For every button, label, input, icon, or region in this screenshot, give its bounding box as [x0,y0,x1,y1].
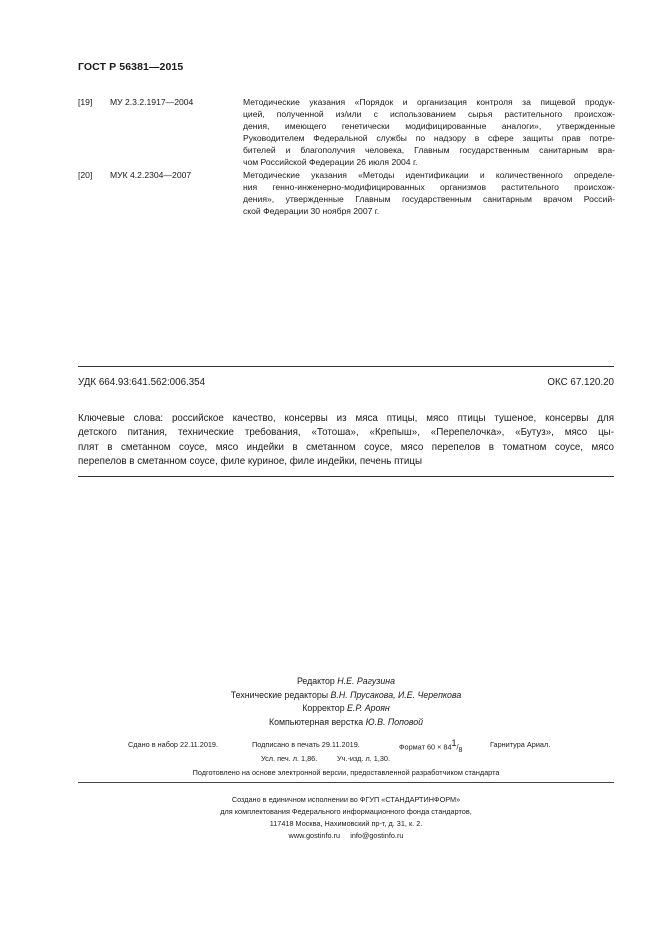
reference-number: [19] [78,97,93,107]
editor-label: Редактор [296,676,335,686]
layout-label: Компьютерная верстка [268,716,364,727]
email-link[interactable]: info@gostinfo.ru [350,831,404,840]
keywords-line: перепелов в сметанном соусе, филе куриное, филе индейки, печень птицы [78,455,422,467]
keywords-line: Ключевые слова: российское качество, консервы из мяса птицы, мясо птицы тушеное, консервы для [78,413,614,424]
reference-description [243,96,615,169]
reference-code: МУК 4.2.2304—2007 [110,170,192,180]
reference-line: дения, имеющего генетически модифицированные аналоги», утвержденные [243,121,615,132]
reference-line: Методические указания «Порядок и организация контроля за пищевой продук- [243,97,615,107]
layout-name: Ю.В. Поповой [365,716,424,727]
tech-editors-label: Технические редакторы [230,689,329,700]
reference-line: дения», утвержденные Главным государственным санитарным врачом Россий- [243,194,615,205]
credits-block [78,675,614,729]
reference-line: бителей и благополучия человека, Главным государственным санитарным вра- [243,145,615,156]
publish-sheets: Уч.-изд. л. 1,30. [337,754,391,763]
publisher-address: 117418 Москва, Нахимовский пр-т, д. 31, к. 2. [269,819,423,828]
keywords-block [78,412,614,469]
divider-line [78,476,614,477]
reference-code: МУ 2.3.2.1917—2004 [110,97,194,107]
reference-number: [20] [78,170,93,180]
layout-line [78,716,614,730]
tech-editors-names: В.Н. Прусакова, И.Е. Черепкова [330,689,462,700]
reference-description [243,169,615,217]
reference-line: цией, полученной из/или с использованием сырья растительного происхож- [243,109,615,120]
reference-line: Руководителем Федеральной службы по надзору в сфере защиты прав потре- [243,133,615,144]
format-value: Формат $60 \times 84^1/_8$ [399,738,463,754]
publisher-contacts [78,831,614,840]
print-sheets: Усл. печ. л. 1,86. [261,754,318,763]
signed-date: Подписано в печать 29.11.2019. [252,740,360,749]
website-link[interactable]: www.gostinfo.ru [288,831,341,840]
divider-line [78,366,614,367]
reference-line: ния генно-инженерно-модифицированных организмов растительного происхож- [243,182,615,193]
corrector-name: Е.Р. Ароян [347,703,390,714]
prepared-note: Подготовлено на основе электронной версии, предоставленной разработчиком стандарта [192,768,500,777]
editor-line [78,675,614,689]
standard-code: ГОСТ Р 56381—2015 [78,61,184,73]
corrector-label: Корректор [302,703,345,714]
oks-code: ОКС 67.120.20 [547,377,614,388]
reference-line: Методические указания «Методы идентификации и количественного определе- [243,170,615,180]
publisher-line: для комплектования Федерального информационного фонда стандартов, [220,807,472,816]
submitted-date: Сдано в набор 22.11.2019. [128,740,219,749]
publisher-line: Создано в единичном исполнении во ФГУП «СТАНДАРТИНФОРМ» [231,795,461,804]
editor-name: Н.Е. Рагузина [337,676,396,686]
udk-code: УДК 664.93:641.562:006.354 [78,377,206,388]
format-prefix: Формат 60 × 84 [399,742,452,752]
keywords-line: детского питания, технические требования, «Тотоша», «Крепыш», «Перепелочка», «Бутуз», мясо цы- [78,427,614,439]
tech-editors-line [78,689,614,703]
reference-line: ской Федерации 30 ноября 2007 г. [243,206,380,217]
reference-line: чом Российской Федерации 26 июля 2004 г. [243,157,418,168]
format-denominator: 8 [458,746,463,754]
divider-line [78,782,614,783]
corrector-line [78,702,614,716]
font-name: Гарнитура Ариал. [490,740,551,749]
format-numerator: 1 [451,738,457,748]
keywords-line: плят в сметанном соусе, мясо индейки в сметанном соусе, мясо перепелов в томатном соусе, мясо [78,441,614,453]
